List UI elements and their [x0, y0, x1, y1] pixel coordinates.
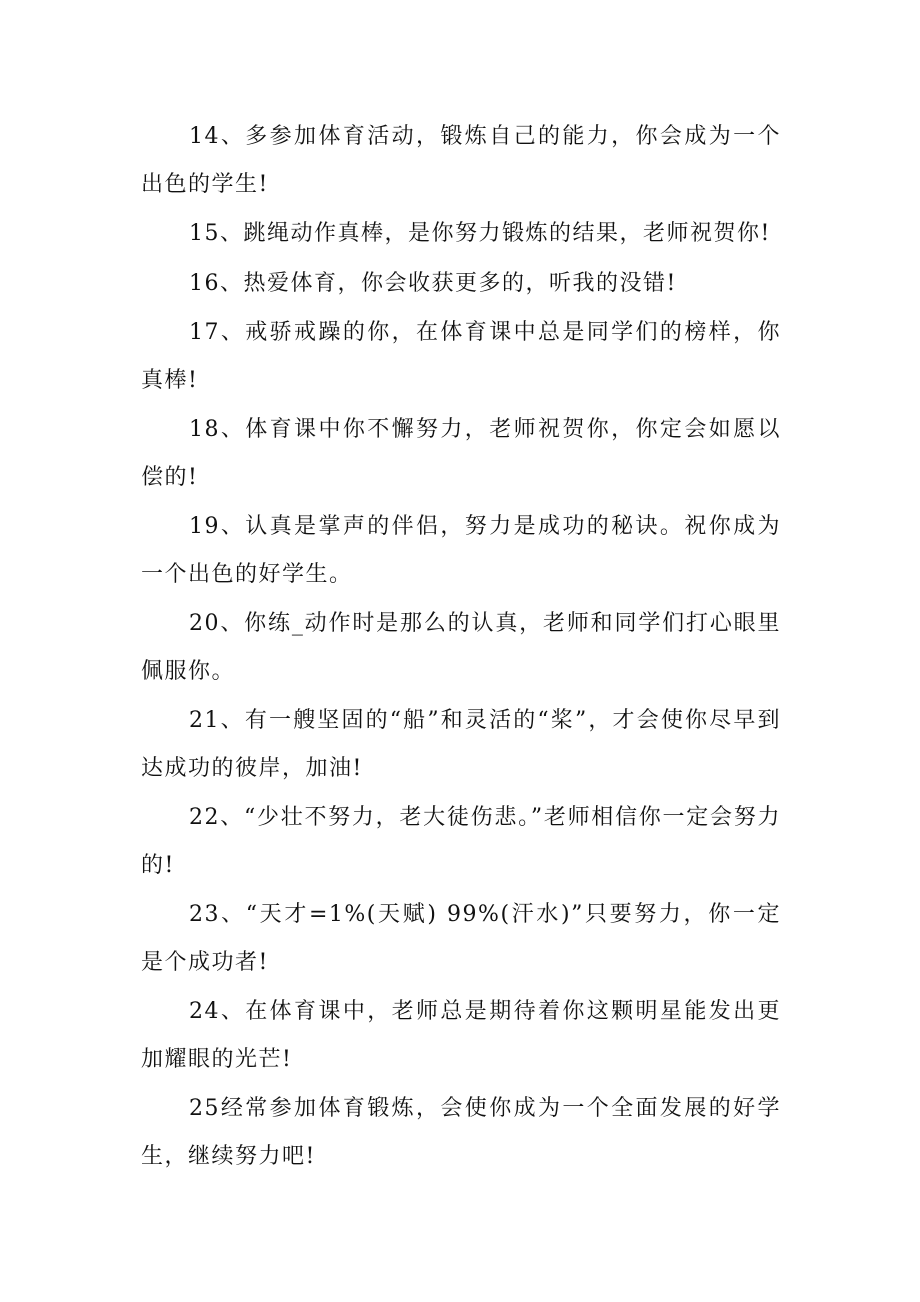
paragraph-15: 15、跳绳动作真棒，是你努力锻炼的结果，老师祝贺你! — [189, 221, 771, 246]
paragraph-19: 19、认真是掌声的伴侣，努力是成功的秘诀。祝你成为一个出色的好学生。 — [141, 514, 781, 587]
paragraph-18: 18、体育课中你不懈努力，老师祝贺你，你定会如愿以偿的! — [141, 417, 781, 490]
paragraph-21: 21、有一艘坚固的“船”和灵活的“桨”，才会使你尽早到达成功的彼岸，加油! — [141, 708, 781, 781]
paragraph-24: 24、在体育课中，老师总是期待着你这颗明星能发出更加耀眼的光芒! — [141, 999, 781, 1072]
paragraph-20: 20、你练_动作时是那么的认真，老师和同学们打心眼里佩服你。 — [141, 611, 781, 684]
paragraph-16: 16、热爱体育，你会收获更多的，听我的没错! — [189, 270, 677, 296]
paragraph-14: 14、多参加体育活动，锻炼自己的能力，你会成为一个出色的学生! — [141, 124, 781, 197]
paragraph-23: 23、“天才=1%(天赋) 99%(汗水)”只要努力，你一定是个成功者! — [141, 902, 781, 975]
document-body — [141, 113, 781, 1182]
paragraph-22: 22、“少壮不努力，老大徒伤悲。”老师相信你一定会努力的! — [141, 805, 781, 878]
paragraph-25: 25经常参加体育锻炼，会使你成为一个全面发展的好学生，继续努力吧! — [141, 1096, 781, 1169]
paragraph-17: 17、戒骄戒躁的你，在体育课中总是同学们的榜样，你真棒! — [141, 320, 781, 393]
